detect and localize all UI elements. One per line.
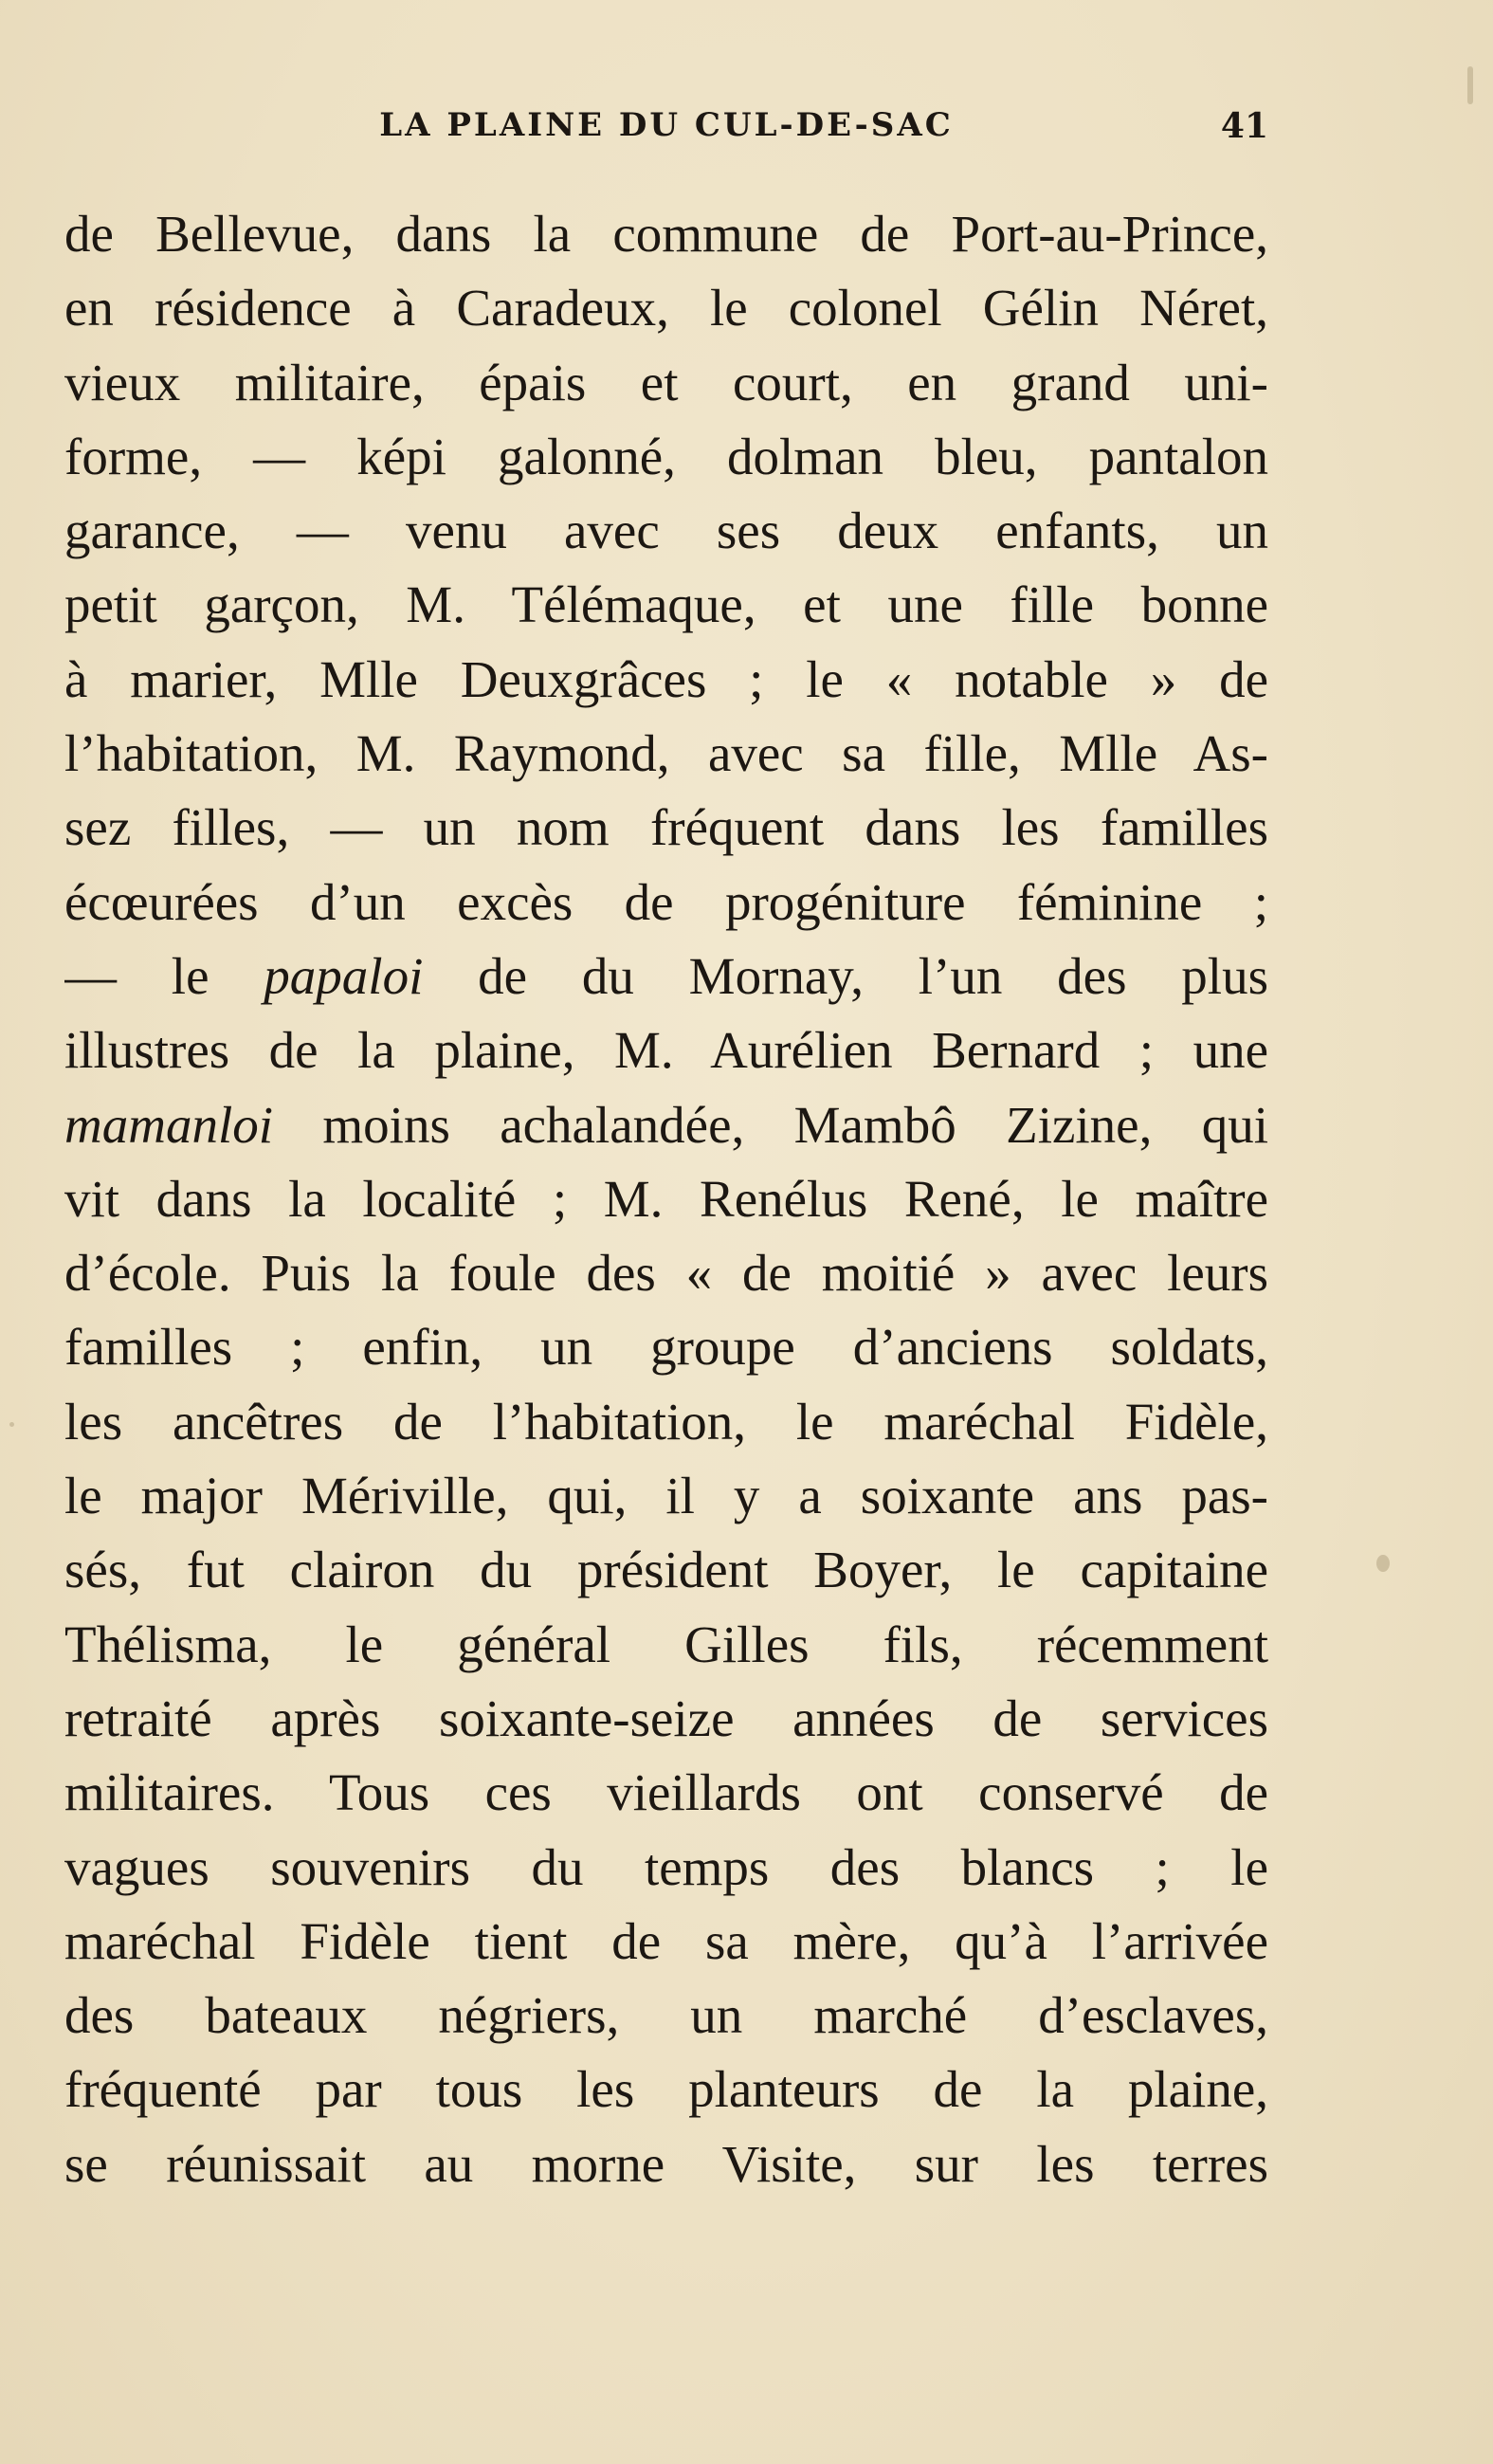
text-line: se réunissait au morne Visite, sur les terres <box>64 2134 1268 2193</box>
text-line: fréquenté par tous les planteurs de la plaine, <box>64 2060 1268 2119</box>
text-line: en résidence à Caradeux, le colonel Gélin Néret, <box>64 279 1268 338</box>
text-line: vieux militaire, épais et court, en grand uni- <box>64 353 1268 411</box>
italic-term-papaloi: papaloi <box>264 946 424 1005</box>
text-line: le major Mériville, qui, il y a soixante ans pas- <box>64 1467 1268 1525</box>
line-suffix: moins achalandée, Mambô Zizine, qui <box>273 1095 1268 1154</box>
text-line: à marier, Mlle Deuxgrâces ; le « notable » de <box>64 649 1268 708</box>
text-line: Thélisma, le général Gilles fils, récemment <box>64 1615 1268 1673</box>
running-head <box>64 106 1268 163</box>
text-line: écœurées d’un excès de progéniture féminine ; <box>64 872 1268 931</box>
text-line: illustres de la plaine, M. Aurélien Bernard ; une <box>64 1021 1268 1080</box>
paper-speck <box>1467 66 1473 104</box>
text-line: d’école. Puis la foule des « de moitié » avec leurs <box>64 1244 1268 1303</box>
text-line-with-italic <box>64 940 1268 1013</box>
text-line: les ancêtres de l’habitation, le maréchal Fidèle, <box>64 1392 1268 1451</box>
text-line: maréchal Fidèle tient de sa mère, qu’à l’arrivée <box>64 1911 1268 1970</box>
paper-speck <box>1376 1555 1390 1572</box>
text-line: retraité après soixante-seize années de services <box>64 1688 1268 1747</box>
text-line: forme, — képi galonné, dolman bleu, pantalon <box>64 427 1268 485</box>
text-line: petit garçon, M. Télémaque, et une fille bonne <box>64 575 1268 634</box>
text-line: familles ; enfin, un groupe d’anciens soldats, <box>64 1318 1268 1377</box>
text-line: des bateaux négriers, un marché d’esclaves, <box>64 1986 1268 2045</box>
paper-speck <box>9 1422 14 1427</box>
running-title: LA PLAINE DU CUL-DE-SAC <box>379 106 954 144</box>
text-line: vit dans la localité ; M. Renélus René, le maître <box>64 1169 1268 1228</box>
page-number: 41 <box>1220 106 1268 146</box>
text-line: de Bellevue, dans la commune de Port-au-Prince, <box>64 205 1268 263</box>
text-line-with-italic <box>64 1088 1268 1162</box>
text-line: garance, — venu avec ses deux enfants, un <box>64 502 1268 560</box>
text-line: militaires. Tous ces vieillards ont conservé de <box>64 1763 1268 1822</box>
text-line: sés, fut clairon du président Boyer, le capitaine <box>64 1541 1268 1599</box>
italic-term-mamanloi: mamanloi <box>64 1095 273 1154</box>
line-suffix: de du Mornay, l’un des plus <box>423 946 1268 1005</box>
body-text <box>64 197 1268 2201</box>
line-prefix: — le <box>64 946 264 1005</box>
text-line: l’habitation, M. Raymond, avec sa fille, Mlle As- <box>64 724 1268 783</box>
text-line: sez filles, — un nom fréquent dans les familles <box>64 798 1268 857</box>
text-line: vagues souvenirs du temps des blancs ; le <box>64 1837 1268 1896</box>
